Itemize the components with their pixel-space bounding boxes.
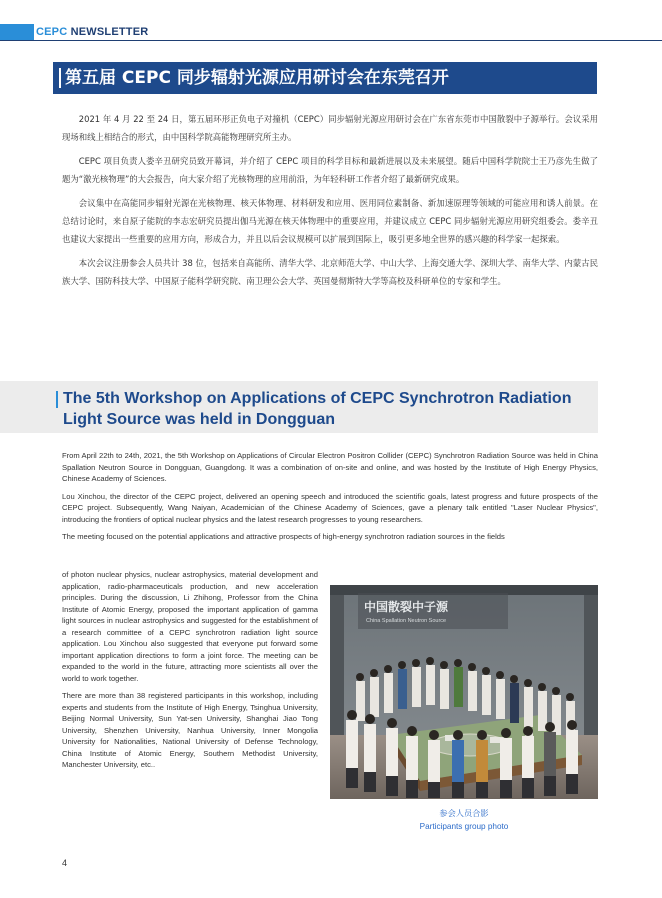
photo-sign-en: China Spallation Neutron Source	[366, 618, 447, 624]
header-accent-bar	[0, 24, 34, 40]
en-article-title-box	[0, 381, 598, 433]
en-article-body-column	[62, 569, 318, 777]
newsletter-header	[0, 24, 662, 42]
en-article-title: The 5th Workshop on Applications of CEPC Synchrotron Radiation Light Source was held in Dongguan	[63, 390, 572, 428]
en-paragraph-3-lead: The meeting focused on the potential applications and attractive prospects of high-energy synchrotron radiation sources in the fields	[62, 532, 505, 541]
cn-article-title	[53, 62, 597, 94]
photo-caption-en: Participants group photo	[419, 822, 509, 831]
cn-paragraph-1: 2021 年 4 月 22 至 24 日，第五届环形正负电子对撞机（CEPC）同步辐射光源应用研讨会在广东省东莞市中国散裂中子源举行。会议采用现场和线上相结合的形式，由中国科学院高能物理研究所主办。	[62, 114, 598, 142]
newsletter-brand	[36, 24, 148, 40]
header-rule	[0, 40, 662, 41]
photo-caption	[330, 806, 598, 834]
cn-paragraph-4: 本次会议注册参会人员共计 38 位，包括来自高能所、清华大学、北京师范大学、中山大学、上海交通大学、深圳大学、南华大学、内蒙古民族大学、国防科技大学、中国原子能科学研究院、南卫理公会大学、英国曼彻斯特大学等高校及科研单位的专家和学生。	[62, 258, 598, 286]
en-title-accent-bar	[56, 391, 58, 408]
cn-paragraph-2: CEPC 项目负责人娄辛丑研究员致开幕词，并介绍了 CEPC 项目的科学目标和最新进展以及未来展望。随后中国科学院院士王乃彦先生做了题为“激光核物理”的大会报告，向大家介绍了光核物理的应用前沿，为年轻科研工作者介绍了最新研究成果。	[62, 156, 598, 184]
photo-caption-cn: 参会人员合影	[439, 808, 489, 818]
group-photo	[330, 585, 598, 799]
brand-newsletter: NEWSLETTER	[67, 26, 149, 38]
brand-cepc: CEPC	[36, 26, 68, 38]
page-number: 4	[62, 858, 68, 868]
photo-sign-cn: 中国散裂中子源	[364, 600, 449, 614]
cn-title-text: 第五届 CEPC 同步辐射光源应用研讨会在东莞召开	[65, 68, 449, 88]
en-paragraph-3-continued: of photon nuclear physics, nuclear astrophysics, material development and application, radio-pharmaceuticals production, and new acceleration principles. During the discussion, Li Zhihong, Professor from the China Institute of Atomic Energy, proposed the important application of gamma light sources in nuclear astrophysics and suggested for the establishment of a research committee of a CEPC synchrotron radiation light source application. Lou Xinchou also suggested that everyone put forward some important application directions to form a joint force. The meeting can be expanded to the world in the future, attracting more scientists all over the world to work together.	[62, 570, 318, 683]
en-paragraph-1: From April 22th to 24th, 2021, the 5th Workshop on Applications of Circular Electron Positron Collider (CEPC) Synchrotron Radiation Source was held in China Spallation Neutron Source in Dongguan, Guangdong. It was a combination of on-site and online, and was hosted by the Institute of High Energy Physics, Chinese Academy of Sciences.	[62, 451, 598, 483]
en-paragraph-2: Lou Xinchou, the director of the CEPC project, delivered an opening speech and introduced the scientific goals, latest progress and future prospects of the CEPC project. Subsequently, Wang Naiyan, Academician of the Chinese Academy of Sciences, gave a plenary talk entitled "Laser Nuclear Physics", introducing the frontiers of optical nuclear physics and the latest research progresses to young researchers.	[62, 491, 598, 524]
cn-paragraph-3: 会议集中在高能同步辐射光源在光核物理、核天体物理、材料研发和应用、医用同位素制备、新加速原理等领域的可能应用和诱人前景。在总结讨论时，来自原子能院的李志宏研究员提出伽马光源在核天体物理中的重要应用，并建议成立 CEPC 同步辐射光源应用研究组委会。娄辛丑也建议大家提出一些重要的应用方向，形成合力，并且以后会议规模可以扩展到国际上，吸引更多地全世界的感兴趣的科学家一起探索。	[62, 198, 598, 244]
title-accent-bar	[59, 68, 61, 88]
cn-article-body	[62, 110, 598, 296]
en-article-body-top	[62, 450, 598, 549]
en-paragraph-4: There are more than 38 registered participants in this workshop, including experts and students from the Institute of High Energy, Tsinghua University, Beijing Normal University, Sun Yat-sen University, Shanghai Jiao Tong University, Shenzhen University, Nanhua University, Inner Mongolia University for Nationalities, National University of Defense Technology, China Institute of Atomic Energy, Southern Methodist University, Manchester University, etc..	[62, 691, 318, 769]
